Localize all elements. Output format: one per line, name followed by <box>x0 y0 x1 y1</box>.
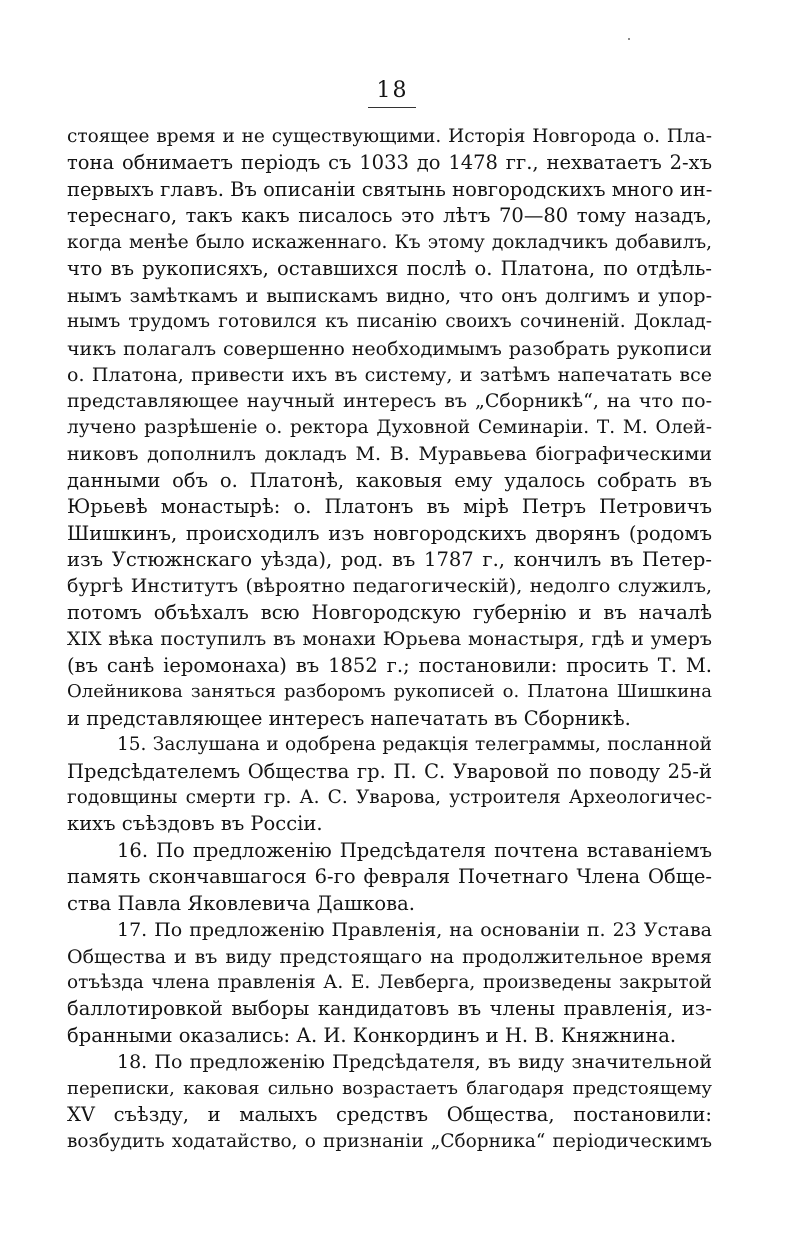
text-line: первыхъ главъ. Въ описаніи святынь новгородскихъ много ин- <box>67 177 713 201</box>
text-line: стоящее время и не существующими. Исторія Новгорода о. Пла- <box>67 126 712 147</box>
text-line: бургѣ Институтъ (вѣроятно педагогическій), недолго служилъ, <box>67 575 712 598</box>
text-line: Олейникова заняться разборомъ рукописей о. Платона Шишкина <box>67 681 712 703</box>
paper-speck <box>628 38 630 40</box>
text-line: чикъ полагалъ совершенно необходимымъ разобрать рукописи <box>67 337 712 360</box>
text-line: что въ рукописяхъ, оставшихся послѣ о. Платона, по отдѣль- <box>67 257 712 281</box>
text-line: тереснаго, такъ какъ писалось это лѣтъ 70—80 тому назадъ, <box>67 204 712 228</box>
text-line: ства Павла Яковлевича Дашкова. <box>67 891 415 915</box>
text-line: тона обнимаетъ періодъ съ 1033 до 1478 гг., нехватаетъ 2-хъ <box>67 151 712 175</box>
text-line: о. Платона, привести ихъ въ систему, и затѣмъ напечатать все <box>67 363 712 386</box>
text-line: потомъ объѣхалъ всю Новгородскую губернію и въ началѣ <box>67 600 712 624</box>
body-text <box>67 124 712 1155</box>
text-line: нымъ замѣткамъ и выпискамъ видно, что онъ долгимъ и упор- <box>67 284 712 307</box>
text-line: данными объ о. Платонѣ, каковыя ему удалось собрать въ <box>67 468 712 492</box>
text-line: кихъ съѣздовъ въ Россіи. <box>67 812 323 836</box>
text-line: когда менѣе было искаженнаго. Къ этому докладчикъ добавилъ, <box>67 231 712 253</box>
text-line: отъѣзда члена правленія А. Е. Левберга, произведены закрытой <box>67 972 712 993</box>
text-line: XIX вѣка поступилъ въ монахи Юрьева монастыря, гдѣ и умеръ <box>67 628 712 651</box>
text-line: и представляющее интересъ напечатать въ Сборникѣ. <box>67 706 631 730</box>
text-line: Юрьевѣ монастырѣ: о. Платонъ въ мірѣ Петръ Петровичъ <box>67 495 712 519</box>
paragraph-18-first-line: 18. По предложенію Предсѣдателя, въ виду значительной <box>117 1051 712 1074</box>
text-line: (въ санѣ іеромонаха) въ 1852 г.; постановили: просить Т. М. <box>67 653 712 677</box>
text-line: возбудить ходатайство, о признаніи „Сборника“ періодическимъ <box>67 1130 712 1152</box>
paragraph-16-first-line: 16. По предложенію Предсѣдателя почтена вставаніемъ <box>117 838 712 862</box>
text-line: изъ Устюжнскаго уѣзда), род. въ 1787 г., кончилъ въ Петер- <box>67 548 712 571</box>
text-line: нымъ трудомъ готовился къ писанію своихъ сочиненій. Доклад- <box>67 311 712 333</box>
text-line: лучено разрѣшеніе о. ректора Духовной Семинаріи. Т. М. Олей- <box>67 416 712 438</box>
paragraph-17-first-line: 17. По предложенію Правленія, на основаніи п. 23 Устава <box>117 919 712 942</box>
page-number-rule <box>368 107 416 108</box>
text-line: память скончавшагося 6-го февраля Почетнаго Члена Обще- <box>67 865 712 889</box>
paragraph-15-first-line: 15. Заслушана и одобрена редакція телеграммы, посланной <box>117 734 712 756</box>
text-line: XV съѣзду, и малыхъ средствъ Общества, постановили: <box>67 1103 712 1127</box>
page-number: 18 <box>376 78 409 103</box>
text-line: Шишкинъ, происходилъ изъ новгородскихъ дворянъ (родомъ <box>67 521 712 545</box>
text-line: представляющее научный интересъ въ „Сборникѣ“, на что по- <box>67 390 712 413</box>
text-line: переписки, каковая сильно возрастаетъ благодаря предстоящему <box>67 1077 712 1099</box>
text-line: Общества и въ виду предстоящаго на продолжительное время <box>67 945 712 968</box>
text-line: Предсѣдателемъ Общества гр. П. С. Уваровой по поводу 25-й <box>67 759 712 783</box>
text-line: никовъ дополнилъ докладъ М. В. Муравьева біографическими <box>67 443 712 466</box>
text-line: баллотировкой выборы кандидатовъ въ члены правленія, из- <box>67 997 712 1021</box>
text-line: бранными оказались: А. И. Конкординъ и Н. В. Княжнина. <box>67 1023 677 1047</box>
text-line: годовщины смерти гр. А. С. Уварова, устроителя Археологичес- <box>67 786 712 808</box>
